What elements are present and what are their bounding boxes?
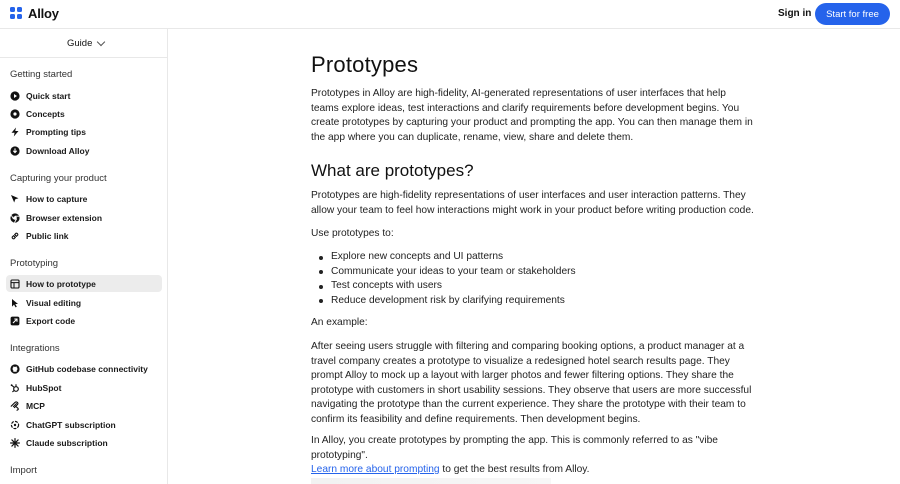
learn-more-tail: to get the best results from Alloy. — [439, 464, 590, 475]
page-title: Prototypes — [311, 52, 419, 77]
dot-circle-icon — [10, 109, 20, 119]
cursor-icon — [10, 298, 20, 308]
sidebar-item-label: HubSpot — [26, 382, 62, 393]
sidebar-item-chatgpt[interactable] — [6, 416, 162, 433]
uses-list — [331, 250, 751, 308]
section-title-capturing: Capturing your product — [10, 173, 107, 184]
guide-label: Guide — [67, 38, 93, 49]
guide-dropdown[interactable] — [67, 38, 104, 49]
sidebar-item-label: How to prototype — [26, 278, 96, 289]
section-title-getting-started: Getting started — [10, 69, 73, 80]
github-icon — [10, 364, 20, 374]
sidebar-item-label: Browser extension — [26, 212, 103, 223]
list-item: Test concepts with users — [331, 279, 751, 294]
sidebar-item-quick-start[interactable] — [6, 87, 162, 104]
sidebar-item-mcp[interactable] — [6, 397, 162, 414]
export-icon — [10, 316, 20, 326]
start-for-free-button[interactable]: Start for free — [815, 3, 890, 25]
link-icon — [10, 231, 20, 241]
sidebar-item-label: GitHub codebase connectivity — [26, 363, 148, 374]
section-title-import: Import — [10, 465, 37, 476]
pointer-icon — [10, 194, 20, 204]
sidebar-item-label: Visual editing — [26, 297, 82, 308]
hubspot-icon — [10, 383, 20, 393]
intro-paragraph: Prototypes in Alloy are high-fidelity, AI-generated representations of user interfaces that help teams explore ideas, test interactions and clarify requirements before development begins. You create prototypes by capturing your product and prompting the app. You can then manage them in the app where you can duplicate, rename, view, share and delete them. — [311, 88, 753, 143]
sidebar-item-how-to-capture[interactable] — [6, 190, 162, 207]
sidebar-item-label: Concepts — [26, 108, 65, 119]
sidebar-item-export-code[interactable] — [6, 312, 162, 329]
openai-icon — [10, 420, 20, 430]
section-heading-what-are-prototypes: What are prototypes? — [311, 161, 474, 180]
sidebar-item-claude[interactable] — [6, 434, 162, 451]
sidebar-item-hubspot[interactable] — [6, 379, 162, 396]
sidebar-item-label: Download Alloy — [26, 145, 90, 156]
sidebar — [0, 29, 168, 484]
chevron-down-icon — [97, 38, 105, 46]
layout-icon — [10, 279, 20, 289]
section-title-integrations: Integrations — [10, 343, 60, 354]
play-circle-icon — [10, 91, 20, 101]
alloy-logo-icon — [10, 7, 23, 20]
example-label: An example: — [311, 317, 368, 328]
vibe-paragraph — [311, 434, 756, 478]
example-paragraph: After seeing users struggle with filtering and comparing booking options, a product manager at a travel company creates a prototype to visualize a redesigned hotel search results page. They prompt Alloy to mock up a layout with larger photos and fewer filtering options. They share the prototype with customers in short usability sessions. They observe that users are more successful navigating the prototype than the current experience. They share the prototype with their team to confirm its feasibility and define requirements. Then development begins. — [311, 341, 752, 425]
vibe-text: In Alloy, you create prototypes by prompting the app. This is commonly referred to as "vibe prototyping". — [311, 435, 718, 461]
section-title-prototyping: Prototyping — [10, 258, 59, 269]
sidebar-item-label: Prompting tips — [26, 126, 86, 137]
sidebar-item-label: ChatGPT subscription — [26, 419, 116, 430]
chrome-icon — [10, 213, 20, 223]
list-item: Communicate your ideas to your team or stakeholders — [331, 265, 751, 280]
sidebar-item-label: MCP — [26, 400, 45, 411]
top-bar — [0, 0, 900, 29]
use-label: Use prototypes to: — [311, 228, 394, 239]
sidebar-item-visual-editing[interactable] — [6, 294, 162, 311]
sidebar-item-how-to-prototype[interactable] — [6, 275, 162, 292]
mcp-icon — [10, 401, 20, 411]
list-item: Explore new concepts and UI patterns — [331, 250, 751, 265]
sidebar-item-prompting-tips[interactable] — [6, 123, 162, 140]
sidebar-item-github[interactable] — [6, 360, 162, 377]
sidebar-item-download-alloy[interactable] — [6, 142, 162, 159]
content-fade-overflow — [311, 478, 551, 484]
sidebar-item-label: Claude subscription — [26, 437, 108, 448]
sign-in-link[interactable]: Sign in — [778, 8, 812, 19]
brand-logo[interactable] — [10, 6, 59, 21]
claude-icon — [10, 438, 20, 448]
list-item: Reduce development risk by clarifying requirements — [331, 294, 751, 309]
download-circle-icon — [10, 146, 20, 156]
sidebar-item-browser-extension[interactable] — [6, 209, 162, 226]
guide-selector-row — [0, 29, 167, 58]
sidebar-item-concepts[interactable] — [6, 105, 162, 122]
learn-more-prompting-link[interactable]: Learn more about prompting — [311, 464, 440, 475]
what-paragraph: Prototypes are high-fidelity representations of user interfaces and user interaction patterns. They allow your team to feel how interactions might work in your product before writing production code. — [311, 190, 754, 216]
sidebar-item-public-link[interactable] — [6, 227, 162, 244]
sidebar-item-label: Public link — [26, 230, 69, 241]
sidebar-item-label: Export code — [26, 315, 76, 326]
sidebar-item-label: Quick start — [26, 90, 71, 101]
brand-name: Alloy — [28, 6, 59, 21]
lightning-icon — [10, 127, 20, 137]
sidebar-item-label: How to capture — [26, 193, 88, 204]
